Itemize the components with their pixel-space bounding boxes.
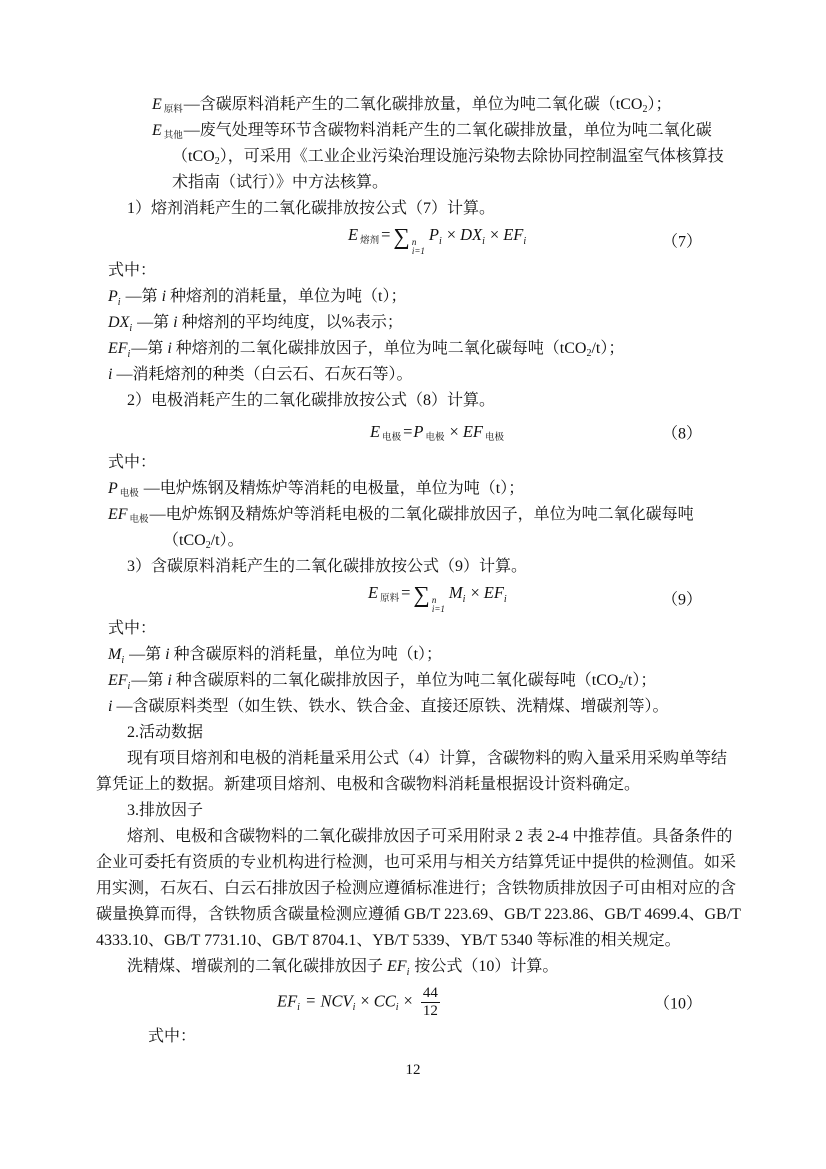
text-segment: —第 [125,646,166,663]
text-segment: 熔剂、电极和含碳物料的二氧化碳排放因子可采用附录 2 表 2-4 中推荐值。具备条件的 [127,828,733,845]
variable-subscript: i [503,593,507,605]
formula-f8 [96,414,736,450]
text-segment: —第 [131,672,168,689]
text-line-16 [96,502,736,528]
text-line-27 [96,798,736,824]
sum-icon: ∑ [393,223,410,249]
text-segment: 电极 [129,515,149,525]
formula-lhs: EF [277,990,298,1010]
equals-sign: = [301,990,320,1010]
text-line-7 [96,258,736,284]
text-segment: 2 [642,104,648,115]
text-segment: 2 [205,540,211,551]
formula-lhs-subscript: i [297,1001,300,1013]
text-line-18 [96,554,736,580]
text-segment: —第 [133,314,174,331]
formula-lhs-subscript: 原料 [380,593,400,604]
formula-variable: M [448,582,463,602]
text-segment: i [167,672,172,689]
text-segment: i [161,288,167,305]
fraction [421,985,440,1020]
formula-f7 [96,222,736,258]
text-line-15 [96,476,736,502]
text-segment: —消耗熔剂的种类（白云石、石灰石等）。 [112,366,413,383]
text-segment: 1）熔剂消耗产生的二氧化碳排放按公式（7）计算。 [127,200,496,217]
text-line-25 [96,746,736,772]
text-segment: 4333.10、GB/T 7731.10、GB/T 8704.1、YB/T 5339、YB/T 5340 等标准的相关规定。 [96,932,681,949]
text-segment: —电炉炼钢及精炼炉等消耗的电极量，单位为吨（t）； [139,480,525,497]
text-segment: 2）电极消耗产生的二氧化碳排放按公式（8）计算。 [127,392,496,409]
formula-number: （8） [661,425,702,443]
text-segment: —含碳原料类型（如生铁、铁水、铁合金、直接还原铁、洗精煤、增碳剂等）。 [112,698,669,715]
formula-variable: CC [373,990,396,1010]
text-line-5 [96,196,736,222]
text-segment: 其他 [163,131,183,141]
text-segment: P [108,480,118,497]
text-segment: （tCO [163,532,206,549]
text-segment: 碳量换算而得，含铁物质含碳量检测应遵循 GB/T 223.69、GB/T 223.86、GB/T 4699.4、GB/T [96,906,741,923]
text-segment: i [108,366,113,383]
variable-subscript: i [523,235,527,247]
variable-subscript: i [395,1001,399,1013]
sum-limits [412,238,425,256]
text-segment: 2.活动数据 [127,724,204,741]
text-segment: —废气处理等环节含碳物料消耗产生的二氧化碳排放量，单位为吨二氧化碳 [183,122,712,139]
text-segment: —电炉炼钢及精炼炉等消耗电极的二氧化碳排放因子，单位为吨二氧化碳每吨 [149,506,694,523]
text-segment: 原料 [163,105,183,115]
document-body [96,92,741,1050]
text-line-17 [96,528,736,554]
text-line-28 [96,824,736,850]
text-segment: 种熔剂的消耗量，单位为吨（t）； [166,288,407,305]
text-line-10 [96,336,736,362]
text-segment: —第 [131,340,168,357]
formula-expression [277,985,440,1020]
text-line-2 [96,118,736,144]
text-segment: ）； [647,96,672,113]
formula-number: （7） [661,233,702,251]
formula-expression [370,422,505,443]
formula-f9 [96,580,736,616]
text-segment: 3）含碳原料消耗产生的二氧化碳排放按公式（9）计算。 [127,558,528,575]
text-segment: i [129,323,133,334]
text-segment: —含碳原料消耗产生的二氧化碳排放量，单位为吨二氧化碳（tCO [183,96,643,113]
text-segment: 用实测，石灰石、白云石排放因子检测应遵循标准进行；含铁物质排放因子可由相对应的含 [96,880,737,897]
text-line-23 [96,694,736,720]
text-segment: —第 [121,288,162,305]
formula-f10 [96,980,736,1024]
text-segment: 2 [586,348,592,359]
text-line-24 [96,720,736,746]
text-segment: EF [108,506,128,523]
formula-lhs: E [348,224,359,244]
text-line-35 [96,1024,736,1050]
equals-sign: = [403,421,413,441]
page-number: 12 [405,1062,421,1078]
text-segment: EF [387,958,407,975]
text-segment: /t）； [623,672,657,689]
fraction-numerator: 44 [422,984,438,1001]
text-line-14 [96,450,736,476]
sum-upper-limit: n [411,236,417,247]
text-segment: （tCO [172,148,215,165]
formula-variable: NCV [320,990,353,1010]
formula-lhs: E [368,582,379,602]
variable-subscript: i [352,1001,356,1013]
text-segment: ），可采用《工业企业污染治理设施污染物去除协同控制温室气体核算技 [219,148,724,165]
text-segment: 算凭证上的数据。新建项目熔剂、电极和含碳物料消耗量根据设计资料确定。 [96,776,641,793]
text-segment: 种含碳原料的消耗量，单位为吨（t）； [169,646,443,663]
text-segment: i [127,349,131,360]
text-segment: /t）； [591,340,625,357]
multiply-sign: × [446,224,457,244]
text-segment: E [152,96,162,113]
sum-lower-limit: i=1 [411,245,425,256]
sum-lower-limit: i=1 [431,603,445,614]
text-line-33 [96,954,736,980]
text-line-12 [96,388,736,414]
sum-upper-limit: n [431,594,437,605]
sum-limits [432,596,445,614]
text-segment: 洗精煤、增碳剂的二氧化碳排放因子 [127,958,388,975]
text-segment: EF [108,340,128,357]
text-segment: 术指南（试行）》中方法核算。 [172,174,389,191]
variable-subscript: 电极 [485,432,505,443]
formula-variable: EF [503,224,524,244]
text-segment: DX [108,314,130,331]
text-line-3 [96,144,736,170]
text-segment: i [108,698,113,715]
variable-subscript: i [482,235,485,247]
text-segment: 现有项目熔剂和电极的消耗量采用公式（4）计算，含碳物料的购入量采用采购单等结 [127,750,728,767]
formula-lhs-subscript: 电极 [382,432,402,443]
text-segment: 电极 [119,489,139,499]
formula-lhs: E [370,421,381,441]
multiply-sign: × [489,224,500,244]
text-segment: 式中： [108,620,157,637]
text-segment: 种熔剂的二氧化碳排放因子，单位为吨二氧化碳每吨（tCO [171,340,587,357]
text-segment: 3.排放因子 [127,802,204,819]
text-segment: 种熔剂的平均纯度，以%表示； [177,314,403,331]
formula-number: （9） [661,591,702,609]
text-segment: i [406,967,410,978]
text-segment: i [167,340,172,357]
formula-variable: P [428,224,439,244]
text-segment: 企业可委托有资质的专业机构进行检测，也可采用与相关方结算凭证中提供的检测值。如采 [96,854,737,871]
text-line-9 [96,310,736,336]
multiply-sign: × [449,421,459,441]
equals-sign: = [401,582,411,602]
formula-variable: EF [483,582,504,602]
formula-expression [368,583,508,614]
text-segment: 2 [214,156,220,167]
text-segment: i [173,314,178,331]
text-line-30 [96,876,736,902]
text-segment: E [152,122,162,139]
text-line-26 [96,772,736,798]
formula-expression [348,225,527,256]
text-segment: 式中： [148,1028,197,1045]
fraction-denominator: 12 [422,1002,438,1019]
text-segment: 式中： [108,454,157,471]
formula-variable: DX [460,224,483,244]
text-segment: EF [108,672,128,689]
text-segment: i [127,681,131,692]
multiply-sign: × [360,990,370,1010]
text-segment: M [108,646,122,663]
text-line-4 [96,170,736,196]
text-segment: 按公式（10）计算。 [410,958,559,975]
text-segment: P [108,288,118,305]
formula-variable: EF [462,421,484,441]
formula-variable: P [413,421,424,441]
variable-subscript: i [439,235,442,247]
text-segment: 式中： [108,262,157,279]
equals-sign: = [381,224,391,244]
text-segment: i [117,297,121,308]
text-line-20 [96,616,736,642]
variable-subscript: i [462,593,466,605]
text-line-22 [96,668,736,694]
text-line-21 [96,642,736,668]
text-line-32 [96,928,736,954]
text-segment: 2 [618,680,624,691]
text-line-31 [96,902,741,928]
variable-subscript: 电极 [425,432,445,443]
sum-icon: ∑ [413,581,430,607]
text-segment: 种含碳原料的二氧化碳排放因子，单位为吨二氧化碳每吨（tCO [171,672,619,689]
formula-number: （10） [653,995,702,1013]
formula-lhs-subscript: 熔剂 [360,235,380,246]
text-segment: /t）。 [210,532,244,549]
text-line-8 [96,284,736,310]
text-segment: i [165,646,170,663]
text-line-1 [96,92,736,118]
text-line-29 [96,850,736,876]
text-segment: i [121,655,125,666]
multiply-sign: × [470,582,480,602]
multiply-sign: × [403,990,413,1010]
text-line-11 [96,362,736,388]
